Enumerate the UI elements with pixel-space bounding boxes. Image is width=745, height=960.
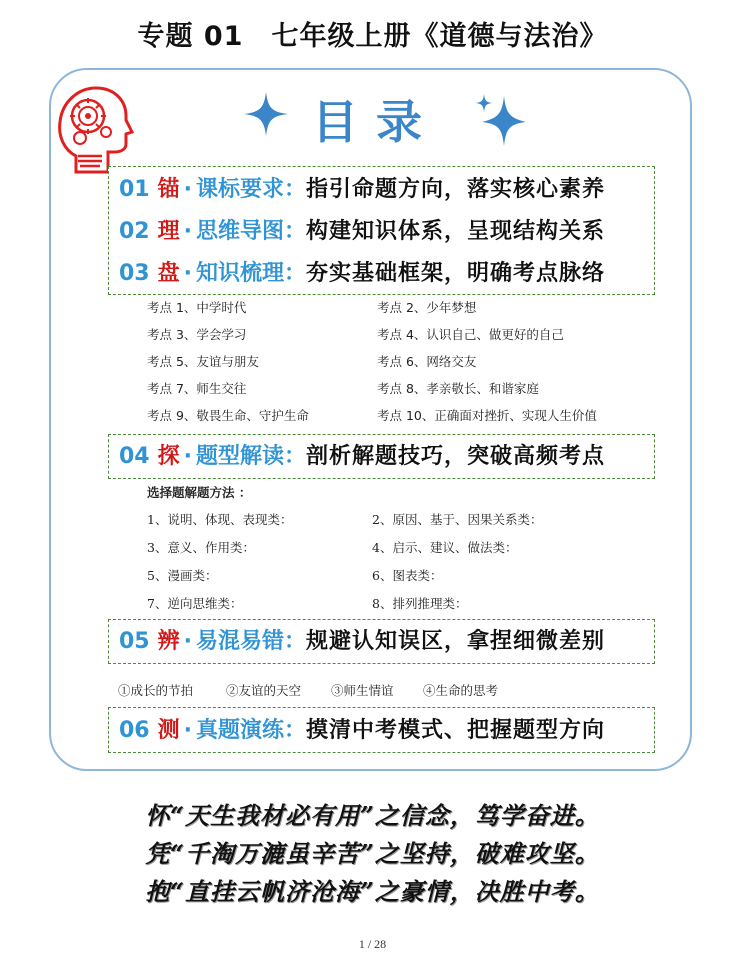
section-char: 盘 — [157, 261, 180, 286]
kaodian-item[interactable]: 考点 8、孝亲敬长、和谐家庭 — [377, 381, 539, 396]
section-desc: 剖析解题技巧，突破高频考点 — [306, 443, 606, 469]
method-item[interactable]: 4、启示、建议、做法类： — [372, 540, 518, 555]
section-desc: 规避认知误区，拿捏细微差别 — [306, 628, 606, 654]
method-item[interactable]: 7、逆向思维类： — [147, 596, 243, 611]
section-04-box — [108, 434, 655, 479]
kaodian-item[interactable]: 考点 3、学会学习 — [147, 327, 247, 342]
section-desc: 摸清中考模式、把握题型方向 — [306, 717, 606, 743]
sparkle-star-icon — [474, 90, 528, 150]
pitfall-item[interactable]: ②友谊的天空 — [226, 683, 302, 698]
section-06-box — [108, 707, 655, 753]
kaodian-item[interactable]: 考点 1、中学时代 — [147, 300, 247, 315]
separator-dot: · — [183, 261, 192, 286]
section-01-row[interactable] — [119, 169, 605, 209]
motto-line: 怀“天生我材必有用”之信念，笃学奋进。 — [145, 801, 600, 830]
kaodian-item[interactable]: 考点 9、敬畏生命、守护生命 — [147, 408, 309, 423]
section-name: 知识梳理： — [196, 261, 307, 286]
section-char: 探 — [157, 444, 180, 469]
section-name: 易混易错： — [196, 629, 307, 654]
method-item[interactable]: 2、原因、基于、因果关系类： — [372, 512, 543, 527]
pitfall-item[interactable]: ①成长的节拍 — [118, 683, 194, 698]
method-item[interactable]: 8、排列推理类： — [372, 596, 468, 611]
section-desc: 构建知识体系，呈现结构关系 — [306, 218, 606, 244]
section-char: 理 — [157, 219, 180, 244]
kaodian-item[interactable]: 考点 10、正确面对挫折、实现人生价值 — [377, 408, 597, 423]
separator-dot: · — [183, 629, 192, 654]
section-number: 02 — [119, 219, 150, 244]
pitfall-item[interactable]: ④生命的思考 — [423, 683, 499, 698]
motto-line: 抱“直挂云帆济沧海”之豪情，决胜中考。 — [145, 877, 600, 906]
section-name: 课标要求： — [196, 177, 307, 202]
section-02-row[interactable] — [119, 211, 605, 251]
section-name: 题型解读： — [196, 444, 307, 469]
section-04-row[interactable] — [119, 436, 605, 476]
separator-dot: · — [183, 219, 192, 244]
pitfall-item[interactable]: ③师生情谊 — [331, 683, 394, 698]
section-desc: 夯实基础框架，明确考点脉络 — [306, 260, 606, 286]
kaodian-item[interactable]: 考点 7、师生交往 — [147, 381, 247, 396]
section-desc: 指引命题方向，落实核心素养 — [306, 176, 606, 202]
method-item[interactable]: 6、图表类： — [372, 568, 443, 583]
section-06-row[interactable] — [119, 710, 605, 750]
motto-line: 凭“千淘万漉虽辛苦”之坚持，破难攻坚。 — [145, 839, 600, 868]
section-number: 05 — [119, 629, 150, 654]
section-number: 03 — [119, 261, 150, 286]
section-number: 06 — [119, 718, 150, 743]
sparkle-star-icon — [242, 90, 290, 138]
lightbulb-head-icon — [54, 80, 134, 178]
kaodian-item[interactable]: 考点 2、少年梦想 — [377, 300, 477, 315]
toc-sections-box — [108, 166, 655, 295]
separator-dot: · — [183, 718, 192, 743]
methods-heading: 选择题解题方法 ： — [147, 485, 252, 500]
page-number: 1 / 28 — [358, 937, 387, 951]
section-05-row[interactable] — [119, 621, 605, 661]
method-item[interactable]: 3、意义、作用类： — [147, 540, 255, 555]
separator-dot: · — [183, 177, 192, 202]
kaodian-item[interactable]: 考点 6、网络交友 — [377, 354, 477, 369]
section-name: 真题演练： — [196, 718, 307, 743]
document-title: 专题 01 七年级上册《道德与法治》 — [137, 21, 608, 52]
section-name: 思维导图： — [196, 219, 307, 244]
section-05-box — [108, 619, 655, 664]
section-number: 04 — [119, 444, 150, 469]
method-item[interactable]: 5、漫画类： — [147, 568, 218, 583]
kaodian-item[interactable]: 考点 5、友谊与朋友 — [147, 354, 259, 369]
section-char: 锚 — [157, 177, 180, 202]
method-item[interactable]: 1、说明、体现、表现类： — [147, 512, 293, 527]
separator-dot: · — [183, 444, 192, 469]
section-number: 01 — [119, 177, 150, 202]
kaodian-item[interactable]: 考点 4、认识自己、做更好的自己 — [377, 327, 564, 342]
toc-title: 目录 — [312, 95, 440, 149]
section-char: 测 — [157, 718, 180, 743]
section-char: 辨 — [157, 629, 180, 654]
section-03-row[interactable] — [119, 253, 605, 293]
